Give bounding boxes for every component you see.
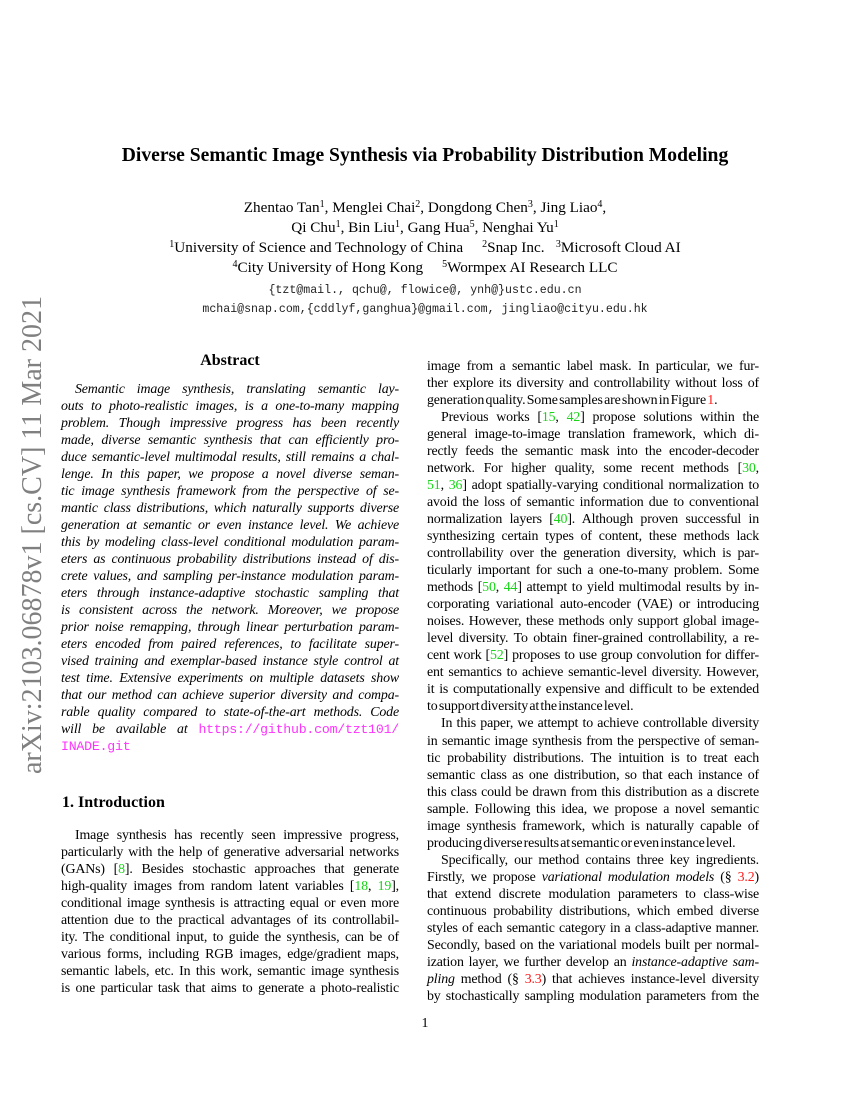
text-run: that our method can achieve superior diversity and compa-	[61, 688, 399, 704]
text-run: , Dongdong Chen	[420, 199, 528, 216]
text-line	[427, 460, 759, 477]
text-run: producing diverse results at semantic or even instance level.	[427, 835, 736, 851]
affiliation-superscript: 1	[169, 239, 175, 250]
text-run: sample. Following this idea, we propose a novel semantic	[427, 801, 759, 817]
text-run: {tzt@mail., qchu@, flowice@, ynh@}ustc.edu.cn	[268, 284, 582, 297]
text-line	[427, 715, 759, 732]
affiliation-superscript: 3	[527, 199, 533, 210]
text-line	[427, 375, 759, 392]
citation-link[interactable]: 51	[427, 477, 441, 493]
text-run: that extend discrete modulation parameters to class-wise	[427, 886, 759, 902]
cross-reference-link[interactable]: 3.2	[737, 869, 755, 885]
text-line	[427, 443, 759, 460]
text-run: ],	[391, 878, 399, 894]
affiliation-superscript: 4	[232, 259, 238, 270]
text-line	[427, 630, 759, 647]
text-line	[61, 500, 399, 517]
text-line	[61, 653, 399, 670]
arxiv-identifier-stamp: arXiv:2103.06878v1 [cs.CV] 11 Mar 2021	[17, 295, 48, 775]
url-link[interactable]: INADE.git	[61, 739, 131, 755]
affiliation-superscript: 1	[335, 219, 341, 230]
text-line	[427, 818, 759, 835]
text-line	[61, 704, 399, 721]
text-line	[427, 613, 759, 630]
text-line	[427, 681, 759, 698]
text-line	[427, 426, 759, 443]
text-run: generation at semantic or even instance level. We achieve	[61, 517, 399, 533]
text-run: this by modeling class-level conditional modulation param-	[61, 534, 399, 550]
affiliation-superscript: 1	[553, 219, 559, 230]
text-run: ] proposes to use group convolution for differ-	[503, 648, 760, 664]
text-line	[61, 687, 399, 704]
citation-link[interactable]: 36	[448, 477, 463, 493]
affiliation-superscript: 1	[395, 219, 400, 230]
emphasis-text: instance-adaptive sam-	[631, 955, 759, 971]
text-run: it is computationally expensive and difficult to be extended	[427, 682, 759, 698]
text-line	[61, 517, 399, 534]
author-list	[0, 198, 850, 278]
text-run: Semantic image synthesis, translating semantic lay-	[75, 381, 399, 397]
text-run: Diverse Semantic Image Synthesis via Probability Distribution Modeling	[121, 145, 729, 166]
text-line	[0, 300, 850, 319]
text-run: ,	[555, 409, 567, 425]
text-line	[427, 869, 759, 886]
text-line	[0, 218, 850, 238]
citation-link[interactable]: 52	[490, 648, 504, 664]
affiliation-superscript: 3	[555, 239, 561, 250]
text-run: tic probability distributions. The intuition is to treat each	[427, 750, 759, 766]
text-run: Firstly, we propose	[427, 869, 542, 885]
citation-link[interactable]: 42	[566, 409, 581, 425]
text-run: , Menglei Chai	[324, 199, 416, 216]
affiliation-superscript: 1	[319, 199, 325, 210]
text-run: ]. Although proven successful in	[567, 511, 759, 527]
text-run: lenge. In this paper, we propose a novel diverse seman-	[61, 466, 399, 482]
text-run: styles of each semantic category in a class-adaptive manner.	[427, 921, 759, 937]
text-line	[61, 449, 399, 466]
cross-reference-link[interactable]: 1	[707, 392, 715, 408]
citation-link[interactable]: 8	[118, 861, 125, 877]
text-run: , Nenghai Yu	[474, 219, 554, 236]
text-line	[427, 835, 759, 852]
text-run: to support diversity at the instance level.	[427, 699, 634, 715]
text-line	[0, 145, 850, 167]
text-line	[61, 551, 399, 568]
text-line	[427, 733, 759, 750]
abstract-text	[61, 381, 399, 756]
text-line	[61, 466, 399, 483]
text-run: Snap Inc.	[487, 239, 556, 256]
text-run: duce semantic-level multimodal results, still remains a chal-	[61, 449, 399, 465]
citation-link[interactable]: 40	[553, 511, 568, 527]
text-run: Zhentao Tan	[243, 199, 320, 216]
text-run: prior noise remapping, through linear perturbation param-	[61, 620, 399, 636]
text-run: noises. However, these methods only support global image-	[427, 614, 759, 630]
text-run: rectly feeds the semantic mask into the encoder-decoder	[427, 443, 759, 459]
text-line	[61, 483, 399, 500]
text-run: .	[714, 392, 718, 408]
text-run: mantic class distributions, which naturally supports diverse	[61, 500, 399, 516]
text-line	[61, 861, 399, 878]
text-run: ] attempt to yield multimodal results by in-	[517, 580, 759, 596]
text-line	[427, 852, 759, 869]
affiliation-superscript: 2	[482, 239, 488, 250]
text-run: normalization layers [	[427, 511, 554, 527]
text-run: attention due to the practical advantages of its controllabil-	[61, 912, 399, 928]
paper-title	[0, 145, 850, 167]
citation-link[interactable]: 50	[482, 580, 496, 596]
text-line	[427, 920, 759, 937]
citation-link[interactable]: 19	[377, 878, 392, 894]
text-run: image synthesis framework, which is naturally capable of	[427, 818, 759, 834]
text-run: ,	[367, 878, 378, 894]
text-line	[61, 738, 399, 755]
text-line	[61, 381, 399, 398]
text-line	[427, 494, 759, 511]
text-line	[427, 698, 759, 715]
text-line	[61, 619, 399, 636]
text-run: (§	[714, 869, 738, 885]
text-run: , Gang Hua	[400, 219, 470, 236]
text-run: high-quality images from random latent variables [	[61, 878, 355, 894]
text-run: ,	[440, 477, 449, 493]
text-run: ) that achieves instance-level diversity	[541, 972, 759, 988]
text-run: ization layer, we further develop an	[427, 955, 632, 971]
text-run: this class could be drawn from this distribution as a discrete	[427, 784, 759, 800]
text-run: methods [	[427, 580, 483, 596]
emphasis-text: variational modulation models	[541, 869, 715, 885]
text-run: image from a semantic label mask. In particular, we fur-	[427, 358, 759, 374]
text-run: In this paper, we attempt to achieve controllable diversity	[441, 716, 759, 732]
text-line	[61, 585, 399, 602]
citation-link[interactable]: 15	[541, 409, 556, 425]
text-line	[427, 937, 759, 954]
text-run: synthesizing certain types of content, these methods lack	[427, 528, 759, 544]
text-line	[61, 568, 399, 585]
text-line	[61, 878, 399, 895]
text-run: ]. Besides stochastic approaches that generate	[124, 861, 399, 877]
text-run: conditional image synthesis is attracting equal or even more	[61, 895, 399, 911]
text-line	[427, 767, 759, 784]
text-run: , Bin Liu	[340, 219, 395, 236]
citation-link[interactable]: 44	[503, 580, 518, 596]
text-line	[427, 545, 759, 562]
text-run: ,	[495, 580, 504, 596]
text-line	[427, 784, 759, 801]
text-run: , Jing Liao	[532, 199, 598, 216]
text-line	[427, 801, 759, 818]
text-run: outs to photo-realistic images, is a one-to-many mapping	[61, 398, 399, 414]
right-column-text	[427, 358, 759, 1006]
text-run: network. For higher quality, some recent methods [	[427, 460, 743, 476]
text-run: City University of Hong Kong	[237, 259, 443, 276]
text-line	[61, 721, 399, 738]
text-line	[427, 596, 759, 613]
emphasis-text: pling	[427, 972, 455, 988]
abstract-heading: Abstract	[200, 352, 260, 369]
text-line	[427, 511, 759, 528]
text-run: eters encoded from paired references, to facilitate super-	[61, 637, 399, 653]
text-run: crete values, and sampling per-instance modulation param-	[61, 569, 399, 585]
citation-link[interactable]: 30	[742, 460, 756, 476]
text-run: ,	[755, 460, 759, 476]
text-line	[61, 844, 399, 861]
text-run: level diversity. To obtain finer-grained controllability, a re-	[427, 631, 759, 647]
text-run: problem. Though impressive progress has been recently	[61, 415, 399, 431]
text-run: cent work [	[427, 648, 491, 664]
text-run: continuous probability distributions, which embed diverse	[427, 904, 759, 919]
text-run: mchai@snap.com,{cddlyf,ganghua}@gmail.com, jingliao@cityu.edu.hk	[202, 303, 648, 316]
text-run: ity. The conditional input, to guide the synthesis, can be of	[61, 929, 399, 945]
text-run: Wormpex AI Research LLC	[447, 259, 618, 276]
text-run: ,	[602, 199, 607, 216]
affiliation-superscript: 5	[469, 219, 475, 230]
affiliation-superscript: 5	[442, 259, 448, 270]
text-line	[61, 912, 399, 929]
affiliation-superscript: 2	[415, 199, 421, 210]
text-run: various forms, including RGB images, edge/gradient maps,	[61, 946, 399, 962]
text-run: will be available at	[61, 722, 199, 738]
text-run: vised training and exemplar-based instance style control at	[61, 654, 399, 670]
url-link[interactable]: https://github.com/tzt101/	[198, 722, 399, 738]
text-run: method (§	[454, 972, 525, 988]
text-run: Previous works [	[441, 409, 542, 425]
text-line	[427, 988, 759, 1005]
text-line	[61, 636, 399, 653]
text-line	[61, 963, 399, 980]
text-run: Qi Chu	[291, 219, 336, 236]
text-run: Specifically, our method contains three key ingredients.	[441, 852, 759, 868]
text-line	[427, 528, 759, 545]
text-run: test time. Extensive experiments on multiple datasets show	[61, 671, 399, 687]
text-run: corporating variational auto-encoder (VAE) or introducing	[427, 597, 759, 613]
text-line	[427, 664, 759, 681]
text-line	[61, 415, 399, 432]
text-run: is one particular task that aims to generate a photo-realistic	[61, 980, 399, 996]
text-line	[427, 903, 759, 920]
text-run: particularly with the help of generative adversarial networks	[61, 844, 399, 860]
text-run: eters as continuous probability distributions instead of dis-	[61, 551, 399, 567]
text-run: (GANs) [	[61, 861, 119, 877]
text-run: made, diverse semantic synthesis that can efficiently pro-	[61, 432, 399, 448]
text-run: ent semantics to achieve semantic-level diversity. However,	[427, 665, 759, 681]
text-run: in semantic image synthesis from the perspective of seman-	[427, 733, 759, 749]
text-run: ] propose solutions within the	[580, 409, 759, 425]
introduction-heading: 1. Introduction	[62, 794, 165, 811]
text-line	[427, 409, 759, 426]
text-line	[427, 971, 759, 988]
text-line	[427, 579, 759, 596]
text-run: semantic labels, etc. In this work, semantic image synthesis	[61, 963, 399, 979]
citation-link[interactable]: 18	[354, 878, 368, 894]
text-line	[0, 198, 850, 218]
text-line	[427, 750, 759, 767]
text-run: by stochastically sampling modulation parameters from the	[427, 989, 759, 1005]
text-run: is consistent across the network. Moreover, we propose	[61, 603, 399, 619]
page-number: 1	[421, 1016, 429, 1031]
text-line	[427, 886, 759, 903]
text-line	[61, 432, 399, 449]
author-emails	[0, 281, 850, 319]
cross-reference-link[interactable]: 3.3	[524, 972, 542, 988]
text-run: controllability over the generation diversity, which is par-	[427, 546, 759, 562]
text-run: eters through instance-adaptive stochastic sampling that	[61, 586, 399, 602]
text-line	[0, 281, 850, 300]
text-line	[427, 647, 759, 664]
text-line	[427, 954, 759, 971]
introduction-text	[61, 827, 399, 997]
text-line	[61, 670, 399, 687]
text-run: Microsoft Cloud AI	[560, 239, 681, 256]
text-run: semantic class as one distribution, so that each instance of	[427, 767, 759, 783]
text-line	[427, 562, 759, 579]
text-run: Secondly, based on the variational models built per normal-	[427, 938, 759, 954]
text-line	[61, 895, 399, 912]
text-line	[61, 827, 399, 844]
text-line	[427, 358, 759, 375]
text-line	[0, 258, 850, 278]
text-run: ] adopt spatially-varying conditional normalization to	[462, 477, 759, 493]
text-line	[61, 980, 399, 997]
text-line	[0, 238, 850, 258]
text-line	[61, 534, 399, 551]
text-line	[427, 392, 759, 409]
text-line	[61, 602, 399, 619]
text-run: tic image synthesis framework from the perspective of se-	[61, 483, 399, 499]
text-run: rable quality compared to state-of-the-art methods. Code	[61, 705, 399, 721]
text-run: general image-to-image translation framework, which di-	[427, 426, 759, 442]
text-line	[61, 398, 399, 415]
text-line	[61, 946, 399, 963]
text-run: )	[754, 869, 759, 885]
affiliation-superscript: 4	[597, 199, 603, 210]
text-line	[427, 477, 759, 494]
text-run: ther explore its diversity and controllability without loss of	[427, 375, 759, 391]
text-run: avoid the loss of semantic information due to conventional	[427, 494, 759, 510]
text-run: generation quality. Some samples are shown in Figure	[427, 392, 708, 408]
text-line	[61, 929, 399, 946]
text-run: Image synthesis has recently seen impressive progress,	[75, 827, 399, 843]
text-run: University of Science and Technology of China	[174, 239, 483, 256]
text-run: ticularly important for such a one-to-many problem. Some	[427, 563, 759, 579]
